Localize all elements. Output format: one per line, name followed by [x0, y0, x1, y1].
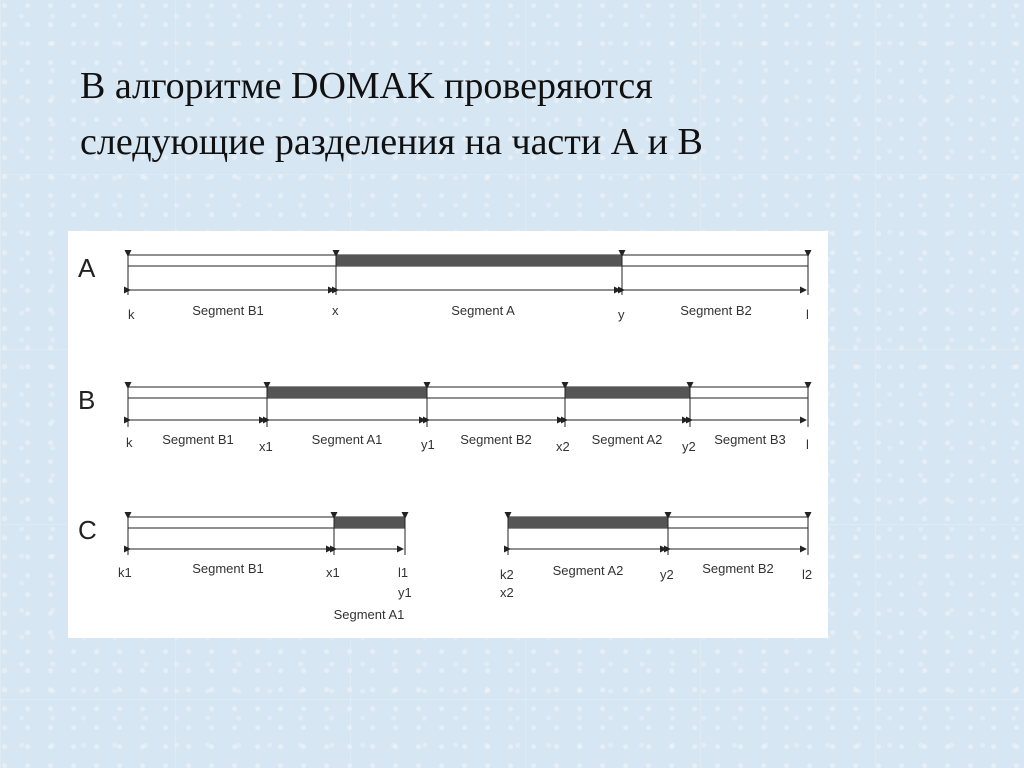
panel-c: [78, 515, 812, 622]
panel-c-segment-a2-fill: [508, 517, 668, 528]
panel-b-point-k: k: [126, 435, 133, 450]
panel-a-segment-b2: Segment B2: [680, 303, 752, 318]
panel-c-segment-b2: Segment B2: [702, 561, 774, 576]
title-line-1: В алгоритме DOMAK проверяются: [80, 65, 653, 107]
panel-c-point-y2: y2: [660, 567, 674, 582]
panel-b-bar: [128, 387, 808, 398]
panel-b-segment-a2-fill: [565, 387, 690, 398]
domak-partition-figure: [68, 231, 828, 638]
panel-c-letter: C: [78, 515, 97, 545]
panel-c-segment-a1: Segment A1: [333, 607, 405, 622]
panel-b-segment-a2: Segment A2: [591, 432, 663, 447]
panel-b-point-l: l: [806, 437, 809, 452]
panel-c-segment-b1: Segment B1: [192, 561, 264, 576]
panel-c-point-k2: k2: [500, 567, 514, 582]
panel-c-point-l2: l2: [802, 567, 813, 582]
panel-b-segment-b2: Segment B2: [460, 432, 532, 447]
panel-a-point-x: x: [332, 303, 339, 318]
panel-c-point-x1: x1: [326, 565, 340, 580]
panel-b-segment-b1: Segment B1: [162, 432, 234, 447]
panel-a-letter: A: [78, 253, 96, 283]
panel-b-segment-a1: Segment A1: [311, 432, 383, 447]
title-line-2: следующие разделения на части А и В: [80, 121, 703, 163]
panel-a-point-l: l: [806, 307, 809, 322]
panel-c-point-l1: l1: [398, 565, 409, 580]
partition-diagram: [68, 231, 828, 638]
panel-b-letter: B: [78, 385, 96, 415]
panel-a-segment-b1: Segment B1: [192, 303, 264, 318]
panel-c-segment-a1-fill: [334, 517, 405, 528]
panel-b-point-y2: y2: [682, 439, 696, 454]
panel-b-segment-b3: Segment B3: [714, 432, 786, 447]
panel-c-point-y1: y1: [398, 585, 412, 600]
panel-c-segment-a2: Segment A2: [552, 563, 624, 578]
panel-b: [78, 385, 809, 454]
panel-a: [78, 253, 809, 322]
panel-c-point-k1: k1: [118, 565, 132, 580]
panel-a-segment-a-fill: [336, 255, 622, 266]
panel-b-segment-a1-fill: [267, 387, 427, 398]
panel-a-point-k: k: [128, 307, 135, 322]
panel-b-point-y1: y1: [421, 437, 435, 452]
panel-b-point-x1: x1: [259, 439, 273, 454]
panel-a-segment-a: Segment A: [451, 303, 515, 318]
panel-a-point-y: y: [618, 307, 625, 322]
slide-title: [80, 58, 960, 170]
panel-b-point-x2: x2: [556, 439, 570, 454]
panel-c-point-x2: x2: [500, 585, 514, 600]
